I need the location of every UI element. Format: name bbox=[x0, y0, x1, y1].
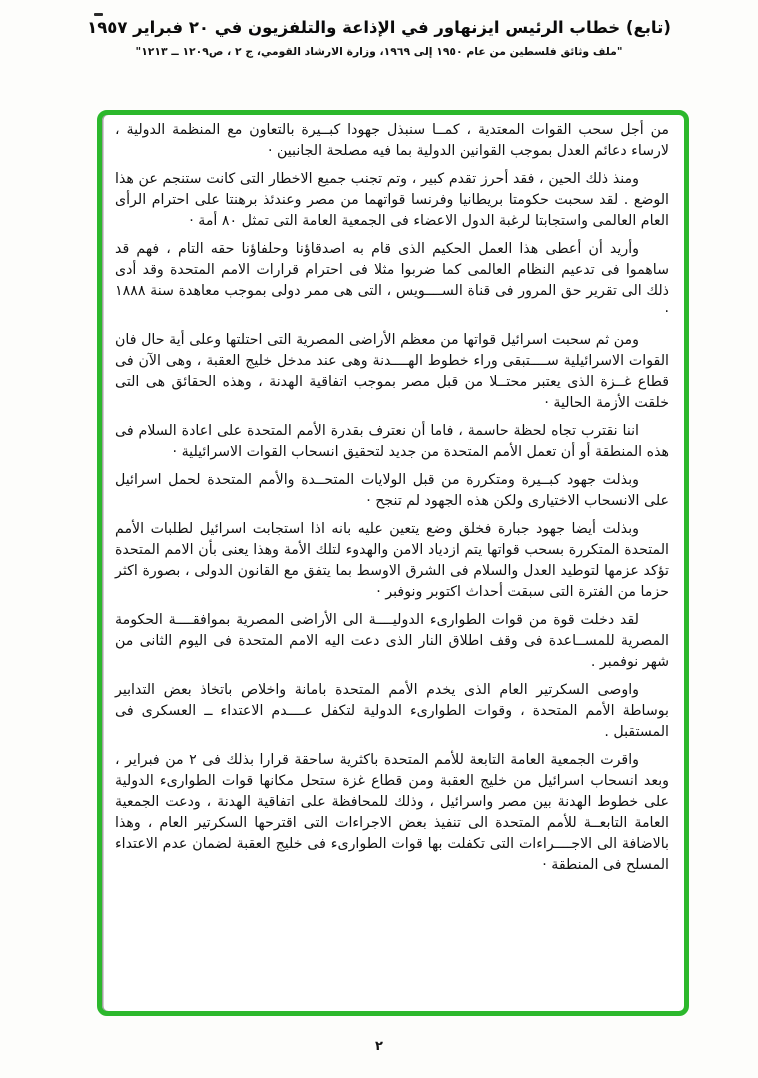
document-body bbox=[100, 114, 686, 1012]
paragraph: وأريد أن أعطى هذا العمل الحكيم الذى قام به اصدقاؤنا وحلفاؤنا حقه التام ، فهم قد ساهموا فى تدعيم النظام العالمى كما ضربوا مثلا فى احترام قرارات الامم المتحدة وقد أدى ذلك الى تقرير حق المرور فى قناة الســــويس ، التى هى ممر دولى بموجب معاهدة سنة ١٨٨٨ · bbox=[115, 241, 669, 320]
paragraph: وبذلت جهود كبــيرة ومتكررة من قبل الولايات المتحــدة والأمم المتحدة لحمل اسرائيل على الانسحاب الاختيارى ولكن هذه الجهود لم تنجح · bbox=[115, 472, 669, 509]
paragraph: ومن ثم سحبت اسرائيل قواتها من معظم الأراضى المصرية التى احتلتها وعلى أية حال فان القوات الاسرائيلية ســــتبقى وراء خطوط الهــــدنة وهى عند مدخل خليج العقبة ، وهى الآن فى قطاع غــزة الذى يعتبر محتــلا من قبل مصر بموجب اتفاقية الهدنة ، وهذه الحقائق هى التى خلقت الأزمة الحالية · bbox=[115, 332, 669, 411]
paragraph: من أجل سحب القوات المعتدية ، كمــا سنبذل جهودا كبــيرة بالتعاون مع المنظمة الدولية ، لارساء دعائم العدل بموجب القوانين الدولية بما فيه مصلحة الجانبين · bbox=[115, 122, 669, 159]
document-title: (تابع) خطاب الرئيس ايزنهاور في الإذاعة والتلفزيون في ٢٠ فبراير ١٩٥٧ bbox=[87, 18, 671, 37]
paragraph: لقد دخلت قوة من قوات الطوارىء الدوليــــة الى الأراضى المصرية بموافقــــة الحكومة المصرية للمســاعدة فى وقف اطلاق النار الذى دعت اليه الامم المتحدة فى اليوم الثانى من شهر نوفمبر . bbox=[115, 612, 669, 670]
document-source-citation: "ملف وثائق فلسطين من عام ١٩٥٠ إلى ١٩٦٩، وزارة الارشاد القومي، ج ٢ ، ص١٢٠٩ ــ ١٢١٣" bbox=[135, 45, 623, 58]
paragraph: واوصى السكرتير العام الذى يخدم الأمم المتحدة بامانة واخلاص باتخاذ بعض التدابير بوساطة الأمم المتحدة ، وقوات الطوارىء الدولية لتكفل عــــدم الاعتداء ــ العسكرى فى المستقبل . bbox=[115, 682, 669, 740]
document-header bbox=[0, 16, 758, 58]
paragraph: واقرت الجمعية العامة التابعة للأمم المتحدة باكثرية ساحقة قرارا بذلك فى ٢ من فبراير ، وبعد انسحاب اسرائيل من خليج العقبة ومن قطاع غزة ستحل مكانها قوات الطوارىء الدولية على خطوط الهدنة بين مصر واسرائيل ، وذلك للمحافظة على اتفاقية الهدنة ، ودعت الجمعية العامة التابعــة للأمم المتحدة الى تنفيذ بعض الاجراءات التى اقترحها السكرتير العام ، وهذا بالاضافة الى الاجــــراءات التى تكفلت بها قوات الطوارىء فى خليج العقبة لضمان عدم الاعتداء المسلح فى المنطقة · bbox=[115, 752, 669, 873]
paragraph: وبذلت أيضا جهود جبارة فخلق وضع يتعين عليه بانه اذا استجابت اسرائيل لطلبات الأمم المتحدة المتكررة بسحب قواتها يتم ازدياد الامن والهدوء لتلك الأمة وهذا يعنى بأن الامم المتحدة تؤكد عزمها لتوطيد العدل والسلام فى الشرق الاوسط بما يتفق مع القانون الدولى ، بصورة اكثر حزما من الفترة التى سبقت أحداث اكتوبر ونوفبر · bbox=[115, 521, 669, 600]
paragraph: ومنذ ذلك الحين ، فقد أحرز تقدم كبير ، وتم تجنب جميع الاخطار التى كانت ستنجم عن هذا الوضع . لقد سحبت حكومتا بريطانيا وفرنسا قواتهما من مصر وعندئذ برهنتا على احترام الرأى العام العالمى واستجابتا لرغبة الدول الاعضاء فى الجمعية العامة التى تمثل ٨٠ أمة · bbox=[115, 171, 669, 229]
paragraph: اننا نقترب تجاه لحظة حاسمة ، فاما أن نعترف بقدرة الأمم المتحدة على اعادة السلام فى هذه المنطقة أو أن تعمل الأمم المتحدة من جديد لتحقيق انسحاب القوات الاسرائيلية · bbox=[115, 423, 669, 460]
page-number: ٢ bbox=[375, 1039, 383, 1054]
